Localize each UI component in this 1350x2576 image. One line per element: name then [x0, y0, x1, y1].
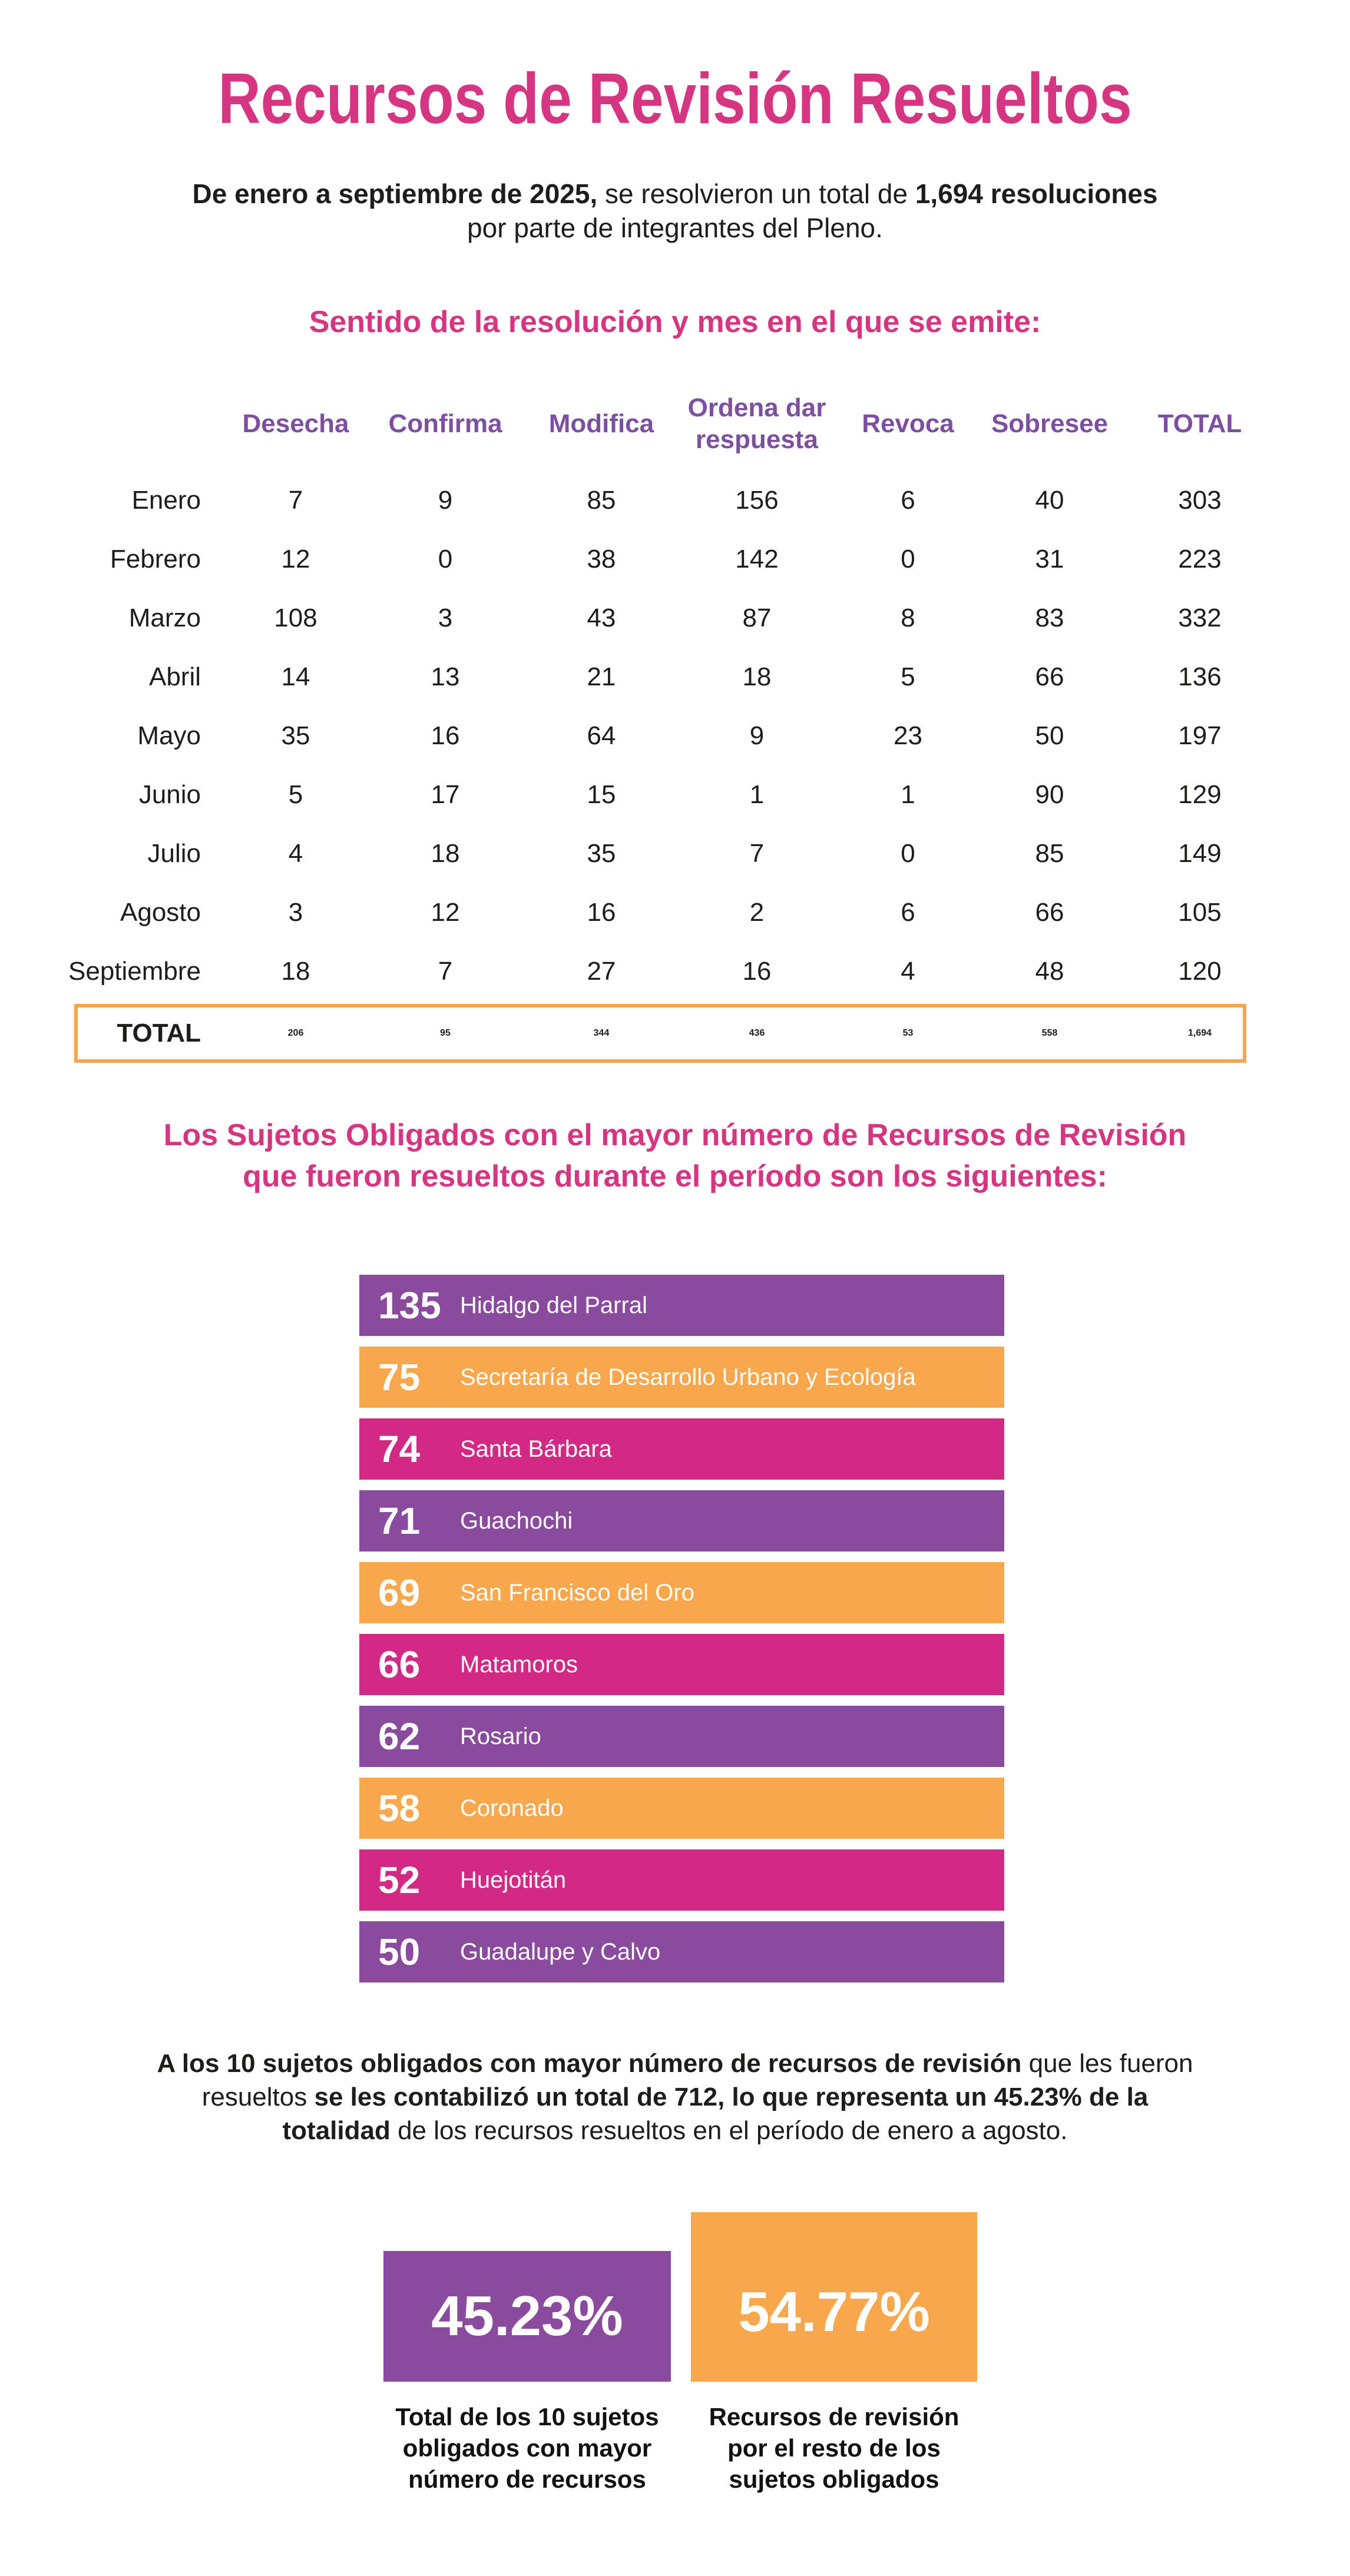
- intro-paragraph: [0, 177, 1350, 245]
- table-header-ordena: Ordena dar respuesta: [687, 393, 826, 454]
- section-heading-sujetos: [0, 1115, 1350, 1197]
- table-row: Enero 7 9 85 156 6 40 303: [131, 486, 1222, 515]
- table-row: Abril 14 13 21 18 5 66 136: [148, 662, 1222, 691]
- table-row: Mayo 35 16 64 9 23 50 197: [137, 721, 1222, 750]
- bar-label: Santa Bárbara: [460, 1435, 612, 1462]
- bar-label: Secretaría de Desarrollo Urbano y Ecología: [460, 1364, 916, 1390]
- pct-caption-top10: Total de los 10 sujetos obligados con mayor número de recursos: [395, 2403, 659, 2493]
- bar-value: 66: [378, 1643, 421, 1686]
- bar-label: Coronado: [460, 1795, 564, 1821]
- table-row: Febrero 12 0 38 142 0 31 223: [110, 545, 1222, 573]
- section-heading-sujetos-line2: que fueron resueltos durante el período son los siguientes:: [243, 1159, 1107, 1193]
- table-header-confirma: Confirma: [388, 409, 502, 438]
- bar-value: 58: [378, 1787, 421, 1829]
- sujetos-bar-chart: [359, 1275, 1004, 1982]
- intro-regular-1: se resolvieron un total de: [597, 178, 915, 209]
- summary-line-2: resueltos se les contabilizó un total de 712, lo que representa un 45.23% de la: [201, 2083, 1149, 2111]
- bar-huejotitan: [359, 1849, 1004, 1911]
- bar-santa-barbara: [359, 1418, 1004, 1480]
- bar-coronado: [359, 1778, 1004, 1839]
- table-total-box: [74, 1004, 1246, 1063]
- bar-value: 75: [378, 1356, 421, 1398]
- bar-label: San Francisco del Oro: [460, 1579, 694, 1606]
- resolution-table: [68, 377, 1282, 1063]
- table-row: Junio 5 17 15 1 1 90 129: [138, 780, 1222, 809]
- summary-paragraph: [86, 2047, 1264, 2147]
- section-heading-sujetos-line1: Los Sujetos Obligados con el mayor número de Recursos de Revisión: [163, 1118, 1187, 1152]
- bar-hidalgo-del-parral: [359, 1275, 1004, 1336]
- bar-value: 74: [378, 1428, 421, 1470]
- table-header-sobresee: Sobresee: [991, 409, 1109, 438]
- intro-bold-total: 1,694 resoluciones: [915, 178, 1158, 209]
- page-title: Recursos de Revisión Resueltos: [218, 58, 1132, 138]
- summary-line-3: totalidad de los recursos resueltos en el período de enero a agosto.: [282, 2116, 1068, 2145]
- table-total-row: TOTAL 206 95 344 436 53 558 1,694: [117, 1019, 1212, 1047]
- section-heading-sentido: Sentido de la resolución y mes en el que se emite:: [309, 305, 1041, 339]
- intro-line-1: [0, 177, 1350, 211]
- table-header-desecha: Desecha: [242, 409, 349, 438]
- table-header-total: TOTAL: [1157, 409, 1242, 438]
- bar-label: Hidalgo del Parral: [460, 1292, 647, 1318]
- bar-label: Huejotitán: [460, 1866, 567, 1893]
- table-row: Julio 4 18 35 7 0 85 149: [147, 839, 1222, 868]
- table-header-row: [68, 377, 1282, 471]
- table-row: Septiembre 18 7 27 16 4 48 120: [68, 957, 1222, 986]
- bar-san-francisco-del-oro: [359, 1562, 1004, 1623]
- bar-guachochi: [359, 1490, 1004, 1551]
- pct-value-rest: 54.77%: [738, 2280, 930, 2343]
- bar-value: 62: [378, 1715, 421, 1758]
- bar-value: 69: [378, 1572, 421, 1614]
- bar-label: Guadalupe y Calvo: [460, 1938, 661, 1965]
- table-row: Agosto 3 12 16 2 6 66 105: [120, 898, 1222, 927]
- bar-rosario: [359, 1706, 1004, 1767]
- summary-line-1: A los 10 sujetos obligados con mayor número de recursos de revisión que les fueron: [157, 2049, 1193, 2078]
- intro-bold-period: De enero a septiembre de 2025,: [192, 178, 598, 209]
- bar-value: 50: [378, 1931, 421, 1973]
- bar-matamoros: [359, 1634, 1004, 1695]
- bar-value: 71: [378, 1500, 421, 1542]
- pct-box-rest: [691, 2212, 977, 2382]
- intro-line-2: por parte de integrantes del Pleno.: [467, 213, 883, 243]
- bar-label: Rosario: [460, 1723, 541, 1749]
- bar-value: 52: [378, 1859, 421, 1901]
- pct-caption-rest: Recursos de revisión por el resto de los sujetos obligados: [709, 2403, 959, 2493]
- bar-label: Guachochi: [460, 1507, 573, 1534]
- table-row: Marzo 108 3 43 87 8 83 332: [128, 604, 1222, 632]
- bar-secretaria-desarrollo: [359, 1347, 1004, 1408]
- bar-value: 135: [378, 1284, 441, 1327]
- table-header-modifica: Modifica: [548, 409, 654, 438]
- bar-label: Matamoros: [460, 1651, 578, 1677]
- bar-guadalupe-y-calvo: [359, 1921, 1004, 1982]
- table-header-revoca: Revoca: [862, 409, 954, 438]
- pct-box-top10: [383, 2251, 671, 2382]
- pct-value-top10: 45.23%: [431, 2285, 623, 2348]
